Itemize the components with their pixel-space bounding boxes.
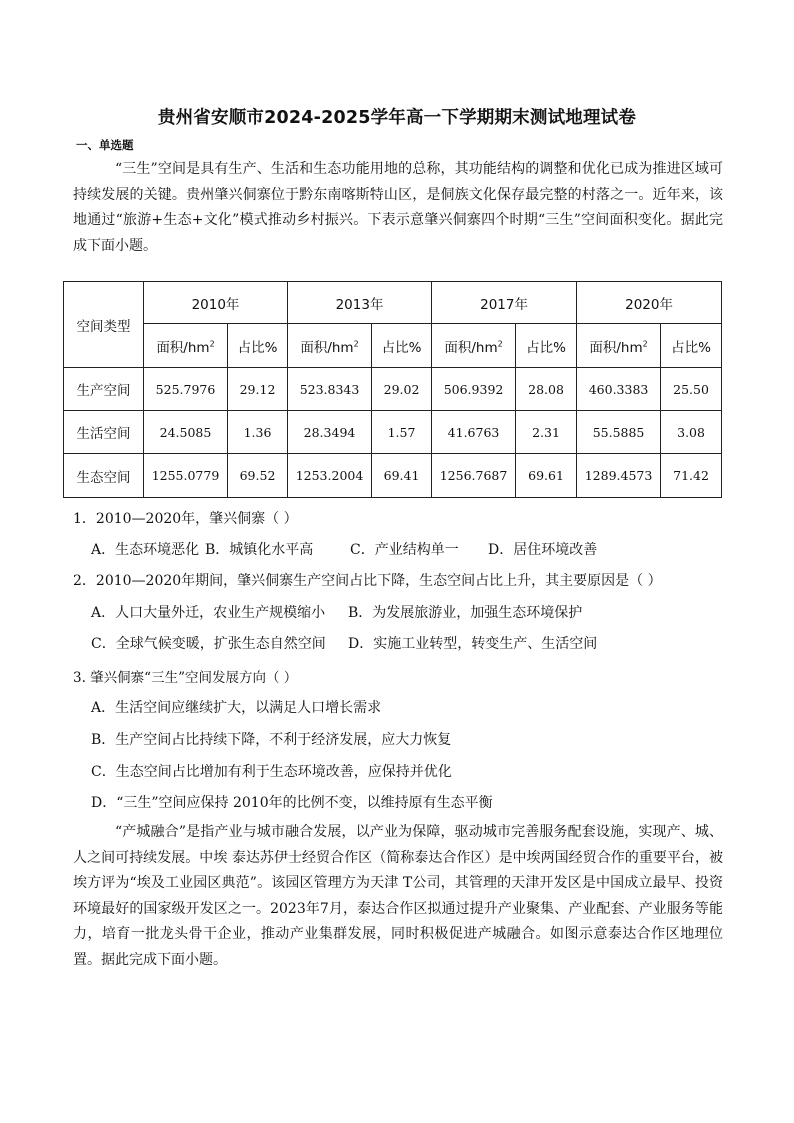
table-cell: 24.5085 [144,411,228,454]
year-header: 2010年 [144,282,288,324]
table-cell: 41.6763 [432,411,516,454]
table-cell: 29.12 [228,368,288,411]
question-3-stem: 3. 肇兴侗寨“三生”空间发展方向（ ） [73,670,298,686]
q2-option-b[interactable]: B．为发展旅游业，加强生态环境保护 [348,605,583,621]
table-cell: 28.08 [516,368,577,411]
section-heading: 一、单选题 [76,138,134,152]
pct-header: 占比% [661,324,722,368]
table-cell: 3.08 [661,411,722,454]
q1-option-b[interactable]: B．城镇化水平高 [205,542,314,558]
table-cell: 1256.7687 [432,454,516,498]
space-area-table [63,281,722,498]
area-header: 面积$/hm^2$ [288,324,372,368]
table-cell: 1255.0779 [144,454,228,498]
table-cell: 55.5885 [577,411,661,454]
q3-option-c[interactable]: C．生态空间占比增加有利于生态环境改善，应保持并优化 [91,764,452,780]
question-1-stem: 1．2010—2020年，肇兴侗寨（ ） [73,511,298,527]
q1-option-a[interactable]: A．生态环境恶化 [91,542,200,558]
area-header: 面积$/hm^2$ [432,324,516,368]
row-label: 生态空间 [64,454,144,498]
table-cell: 460.3383 [577,368,661,411]
q2-option-d[interactable]: D．实施工业转型，转变生产、生活空间 [348,636,598,652]
q1-option-c[interactable]: C．产业结构单一 [350,542,459,558]
q2-option-a[interactable]: A．人口大量外迁，农业生产规模缩小 [91,605,326,621]
page-title: 贵州省安顺市2024-2025学年高一下学期期末测试地理试卷 [157,108,637,128]
table-cell: 25.50 [661,368,722,411]
year-header: 2013年 [288,282,432,324]
q1-option-d[interactable]: D．居住环境改善 [488,542,598,558]
q3-option-b[interactable]: B．生产空间占比持续下降，不利于经济发展，应大力恢复 [91,732,452,748]
table-cell: 69.61 [516,454,577,498]
year-header: 2020年 [577,282,722,324]
passage-1: “三生”空间是具有生产、生活和生态功能用地的总称，其功能结构的调整和优化已成为推进区域可持续发展的关键。贵州肇兴侗寨位于黔东南喀斯特山区，是侗族文化保存最完整的村落之一。近年来，该地通过“旅游+生态+文化”模式推动乡村振兴。下表示意肇兴侗寨四个时期“三生”空间面积变化。据此完成下面小题。 [73,161,723,254]
table-cell: 525.7976 [144,368,228,411]
q3-option-d[interactable]: D．“三生”空间应保持 2010年的比例不变，以维持原有生态平衡 [91,795,493,811]
table-cell: 1253.2004 [288,454,372,498]
q2-option-c[interactable]: C．全球气候变暖，扩张生态自然空间 [91,636,326,652]
table-row [64,368,722,411]
pct-header: 占比% [228,324,288,368]
table-cell: 1.57 [372,411,432,454]
pct-header: 占比% [372,324,432,368]
passage-2: “产城融合”是指产业与城市融合发展，以产业为保障，驱动城市完善服务配套设施，实现产、城、人之间可持续发展。中埃 泰达苏伊士经贸合作区（简称泰达合作区）是中埃两国经贸合作的重要平台，被埃方评为“埃及工业园区典范”。该园区管理方为天津 T公司，其管理的天津开发区是中国成立最早、投资环境最好的国家级开发区之一。2023年7月，泰达合作区拟通过提升产业聚集、产业配套、产业服务等能力，培育一批龙头骨干企业，推动产业集群发展，同时积极促进产城融合。如图示意泰达合作区地理位置。据此完成下面小题。 [73,824,723,968]
table-cell: 2.31 [516,411,577,454]
area-header: 面积$/hm^2$ [577,324,661,368]
table-cell: 69.41 [372,454,432,498]
question-2-stem: 2．2010—2020年期间，肇兴侗寨生产空间占比下降，生态空间占比上升，其主要原因是（ ） [73,573,662,589]
area-header: 面积$/hm^2$ [144,324,228,368]
table-cell: 71.42 [661,454,722,498]
pct-header: 占比% [516,324,577,368]
table-cell: 28.3494 [288,411,372,454]
year-header: 2017年 [432,282,577,324]
table-cell: 506.9392 [432,368,516,411]
row-label: 生活空间 [64,411,144,454]
q3-option-a[interactable]: A．生活空间应继续扩大，以满足人口增长需求 [91,700,382,716]
table-cell: 1289.4573 [577,454,661,498]
table-row-header: 空间类型 [64,282,144,368]
table-cell: 69.52 [228,454,288,498]
table-cell: 523.8343 [288,368,372,411]
table-row [64,411,722,454]
row-label: 生产空间 [64,368,144,411]
table-row [64,454,722,498]
table-cell: 29.02 [372,368,432,411]
table-cell: 1.36 [228,411,288,454]
